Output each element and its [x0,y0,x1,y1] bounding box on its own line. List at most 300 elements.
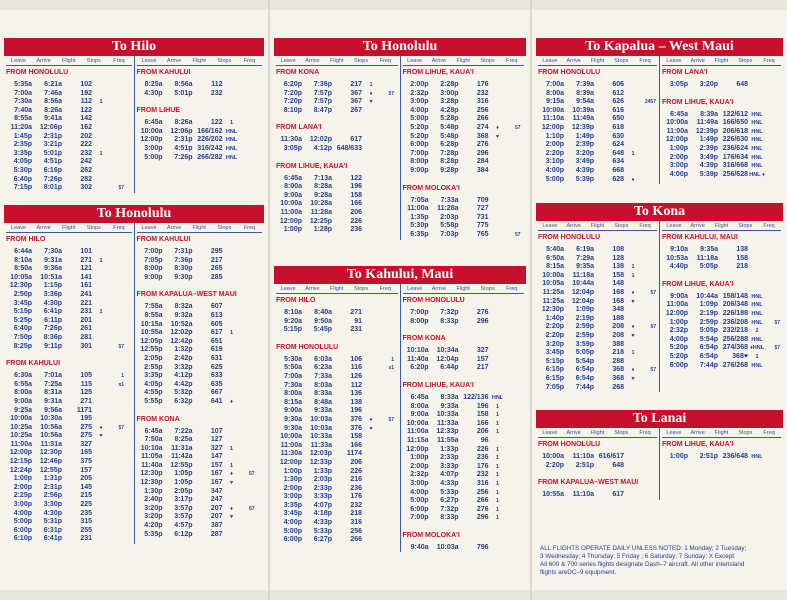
arrive-time: 2:33p [313,484,332,492]
origin-heading: FROM HONOLULU [276,343,339,351]
leave-time: 6:30a [14,372,32,380]
arrive-time: 7:46a [44,89,62,97]
header-leave: Leave [141,58,157,64]
stops [223,453,241,462]
stops [624,280,642,289]
flight-row [137,398,263,407]
flight-row [137,470,263,479]
arrive-time: 7:32p [440,309,459,316]
flight-row [137,522,263,531]
leave-time: 12:00p [665,309,688,317]
flight-row [662,344,781,353]
leave-time: 1:00p [283,467,302,475]
leave-time: 3:35p [144,372,163,380]
flight-number: 316 [476,479,489,487]
flight-row [403,514,525,523]
stops: 1 [495,472,500,479]
frequency [766,119,780,128]
stops [489,197,507,206]
flight-number: 1174 [346,450,362,458]
stops [362,175,380,184]
frequency [380,459,394,468]
leave-time: 5:00p [13,518,32,526]
frequency [380,218,394,227]
frequency [380,399,394,408]
frequency [380,81,394,90]
flight-number: 617 [210,329,223,337]
leave-time: 10:10a [140,444,163,452]
flight-number: 236/208 [722,318,748,326]
to-honolulu-section-1 [0,205,268,544]
frequency [642,107,656,116]
flight-row [538,298,657,307]
column-headers [6,56,132,66]
stops [362,326,380,335]
frequency [110,124,124,133]
arrive-time: 12:04p [571,297,594,305]
flight-row [6,282,132,291]
frequency [507,150,521,159]
flight-number: 122 [350,174,362,182]
leave-time: 1:00p [13,475,32,483]
flight-row [538,349,657,358]
frequency [766,128,780,137]
arrive-time: 3:00p [440,89,459,97]
frequency [507,167,521,176]
frequency: 57 [388,90,394,97]
stops: ♦ [631,367,635,374]
arrive-time: 6:23a [314,364,332,372]
leave-time: 5:15p [283,326,302,334]
arrive-time: 1:05p [174,479,193,487]
flight-row [276,183,398,192]
stops [223,312,241,321]
flight-row [137,274,263,283]
header-leave: Leave [11,58,27,64]
flight-row [6,90,132,99]
frequency [241,381,255,390]
schedule-column-left [536,221,659,392]
arrive-time: 5:05p [699,263,718,271]
stops [362,476,380,485]
flight-row [6,141,132,150]
arrive-time: 4:07p [440,471,459,479]
header-arrive: Arrive [431,58,447,64]
arrive-time: 3:20p [575,149,594,157]
arrive-time: 1:32p [174,346,193,354]
group-spacer [135,98,265,104]
frequency: 57 [774,345,780,352]
arrive-time: 10:39a [572,106,594,114]
frequency [241,338,255,347]
flight-row [6,449,132,458]
leave-time: 2:35p [13,141,32,149]
frequency [642,124,656,133]
flight-row [662,171,781,180]
flight-number: 284 [476,158,489,166]
flight-number: 107 [210,427,223,435]
flight-row [662,154,781,163]
frequency: 57 [650,367,656,374]
flight-row [6,535,132,544]
header-leave: Leave [280,286,296,292]
arrive-time: 11:10a [572,491,594,499]
flight-number: 1171 [76,406,92,414]
leave-time: 9:10a [670,246,688,253]
leave-time: 2:00p [545,141,564,149]
arrive-time: 7:57p [313,98,332,106]
frequency [766,81,780,90]
flight-row [276,90,398,99]
stops [223,81,241,90]
flight-number: 218 [736,263,748,271]
header-stops: Stops [738,58,753,64]
header-freq: Freq [639,58,651,64]
flight-row [403,506,525,515]
arrive-time: 7:28p [440,149,459,157]
stops [362,407,380,416]
flight-row [276,528,398,537]
flight-number: 176/634 [722,153,748,161]
flight-row [276,175,398,184]
arrive-time: 2:31p [174,136,193,144]
frequency [642,462,656,471]
header-flight: Flight [192,225,206,231]
flight-number: 166/650 [722,119,748,127]
leave-time: 6:00p [410,505,429,513]
arrive-time: 6:16p [43,166,62,174]
arrive-time: 9:50a [314,317,332,325]
flight-row [276,450,398,459]
section-title: To Kapalua – West Maui [536,38,783,56]
flight-number: 195 [80,415,92,423]
arrive-time: 9:32a [174,311,193,319]
header-leave: Leave [407,286,423,292]
flight-row [6,158,132,167]
stops: 1 [229,120,234,127]
leave-time: 2:32p [410,471,429,479]
arrive-time: 7:36p [174,256,193,264]
arrive-time: 8:25a [174,436,193,444]
origin-heading: FROM LIHUE, KAUA'I [662,441,734,448]
leave-time: 3:00p [283,493,302,501]
flight-number: 275 [80,432,92,440]
leave-time: 7:15p [13,184,32,192]
leave-time: 1:00p [410,454,429,462]
frequency [241,346,255,355]
flight-row [538,491,657,500]
flight-row [538,176,657,185]
arrive-time: 5:39p [699,170,718,178]
stops: 1 [495,412,500,419]
stops [92,415,110,424]
leave-time: 11:05a [141,453,163,461]
flight-number: 206 [350,208,362,216]
header-leave: Leave [542,58,558,64]
stops [489,81,507,90]
flight-number: 616 [612,106,624,114]
leave-time: 2:00p [283,484,302,492]
arrive-time: 6:41p [43,535,62,543]
flight-number: 121 [80,265,92,273]
frequency [507,446,521,455]
flight-row [403,81,525,90]
leave-time: 1:35p [410,213,429,221]
stops [624,167,642,176]
flight-number: 226 [350,467,362,475]
arrive-time: 2:33p [440,454,459,462]
flight-row [403,411,525,420]
stops [624,462,642,471]
frequency [110,415,124,424]
frequency [507,420,521,429]
schedule-column-left [536,56,659,184]
arrive-time: 9:31a [44,397,62,405]
flight-number: 316/242 [197,144,223,152]
arrive-time: 5:01p [43,149,62,157]
stops: HNL [751,336,763,343]
flight-row [137,136,263,145]
leave-time: 11:15a [407,436,429,444]
flight-number: 668 [612,166,624,174]
frequency [766,145,780,154]
stops [624,358,642,367]
flight-number: 285 [210,273,223,281]
flight-number: 368 [612,374,624,382]
arrive-time: 9:33a [314,407,332,415]
origin-heading: FROM LIHUE, KAUA'I [276,162,348,170]
section-title: To Hilo [4,38,264,56]
leave-time: 2:20p [545,331,564,339]
stops [223,338,241,347]
column-headers [662,428,781,438]
flight-number: 256/288 [722,335,748,343]
flight-number: 236/648 [722,453,748,460]
frequency [766,453,780,462]
flight-number: 276 [476,141,489,149]
frequency [507,506,521,515]
leave-time: 4:00p [669,335,688,343]
flight-number: 256 [476,488,489,496]
leave-time: 3:00p [144,144,163,152]
leave-time: 9:00p [144,273,163,281]
flight-number: 231 [80,308,92,316]
arrive-time: 3:33p [313,493,332,501]
arrive-time: 3:32p [174,363,193,371]
flight-row [276,416,398,425]
flight-row [403,141,525,150]
flight-row [137,381,263,390]
leave-time: 1:40p [545,314,564,322]
schedule-columns [536,428,783,500]
flight-row [137,436,263,445]
frequency [507,403,521,412]
flight-row [137,372,263,381]
stops [748,81,766,90]
leave-time: 11:25a [542,288,564,296]
arrive-time: 6:41p [43,308,62,316]
flight-number: 116 [350,364,362,372]
arrive-time: 1:31p [43,475,62,483]
stops: ♦ [99,424,103,431]
leave-time: 10:25a [10,423,32,431]
stops [624,341,642,350]
flight-row [6,398,132,407]
footnote-line: 3 Wednesday; 4 Thursday; 5 Friday ; 6 Saturday; 7 Sunday; X Except [540,553,735,560]
leave-time: 4:00p [410,488,429,496]
arrive-time: 7:44p [699,361,718,369]
leave-time: 12:05p [140,337,163,345]
arrive-time: 9:56a [44,406,62,414]
header-arrive: Arrive [305,58,320,64]
origin-heading: FROM HONOLULU [538,234,601,241]
flight-number: 375 [80,458,92,466]
leave-time: 6:00p [283,536,302,544]
stops [92,184,110,193]
flight-row [538,323,657,332]
stops [92,81,110,90]
flight-number: 158/148 [722,292,748,300]
leave-time: 5:25p [13,316,32,324]
leave-time: 3:35p [13,149,32,157]
frequency [241,145,255,154]
header-flight: Flight [192,58,206,64]
flight-row [6,257,132,266]
origin-heading: FROM LANA'I [276,124,322,132]
leave-time: 5:20p [410,132,429,140]
arrive-time: 12:04p [436,355,459,363]
column-headers [662,56,781,66]
origin-heading: FROM KONA [402,335,446,343]
flight-number: 158 [350,191,362,199]
flight-number: 176 [350,493,362,501]
flight-row [403,133,525,142]
arrive-time: 2:31p [43,483,62,491]
schedule-column-right [134,56,265,193]
flight-row [276,459,398,468]
flight-number: 168 [612,288,624,296]
leave-time: 10:00a [140,127,163,135]
frequency [110,317,124,326]
to-kapalua-section [532,38,787,184]
flight-row [6,424,132,433]
stops [223,381,241,390]
stops [223,436,241,445]
arrive-time: 11:10a [572,453,594,460]
frequency [642,141,656,150]
flight-row [137,119,263,128]
stops: 1 [495,446,500,453]
frequency [507,356,521,365]
frequency [766,246,780,255]
stops: HNL [751,454,763,460]
stops [223,257,241,266]
header-stops: Stops [217,225,232,231]
flight-number: 796 [476,543,489,551]
leave-time: 7:00a [546,81,564,88]
leave-time: 1:00p [669,453,688,460]
header-stops: Stops [354,286,369,292]
flight-number: 648 [612,149,624,157]
flight-number: 128 [612,254,624,262]
flight-row [403,197,525,206]
flight-number: 256/628 [722,170,748,178]
flight-row [403,115,525,124]
flight-row [276,468,398,477]
leave-time: 8:10a [14,256,32,264]
flight-number: 261 [80,325,92,333]
arrive-time: 7:01a [44,372,62,380]
header-flight: Flight [330,286,344,292]
frequency: 57 [650,324,656,331]
frequency [642,167,656,176]
leave-time: 12:00p [665,136,688,144]
flight-number: 368 [476,132,489,140]
frequency [241,398,255,407]
arrive-time: 7:29a [576,254,594,262]
arrive-time: 11:33a [310,441,332,449]
schedule-column-right [659,428,783,500]
leave-time: 4:00p [545,166,564,174]
leave-time: 7:00a [14,89,32,97]
stops [362,519,380,528]
flight-row [662,336,781,345]
frequency: 57 [248,471,255,478]
leave-time: 11:30a [280,136,302,144]
flight-number: 167 [210,479,223,487]
arrive-time: 4:12p [313,144,332,152]
leave-time: 12:00p [279,217,302,225]
flight-row [137,496,263,505]
leave-time: 1:30p [144,487,163,495]
stops: HNL [751,302,763,309]
flight-row [403,403,525,412]
flight-number: 266/282 [197,153,223,161]
leave-time: 11:40a [141,461,163,469]
leave-time: 12:00p [140,136,163,144]
flight-number: 276/268 [722,361,748,369]
flight-number: 166 [476,419,489,427]
header-arrive: Arrive [36,225,51,231]
to-lanai-section [532,410,787,500]
frequency [110,282,124,291]
arrive-time: 9:35a [700,246,718,253]
stops [92,167,110,176]
schedule-column-left [274,56,400,240]
flight-row [538,453,657,462]
flight-row [403,347,525,356]
stops [92,527,110,536]
frequency [642,332,656,341]
leave-time: 2:20p [545,461,564,469]
origin-heading: FROM KAHULUI, MAUI [662,234,738,241]
flight-row [403,420,525,429]
arrive-time: 10:33a [436,411,459,419]
arrive-time: 3:21p [43,141,62,149]
stops [489,544,507,553]
frequency [110,115,124,124]
flight-number: 633 [210,372,223,380]
stops [362,218,380,227]
group-spacer [401,176,527,182]
flight-row [403,124,525,133]
leave-time: 12:00p [541,123,564,131]
frequency [507,158,521,167]
flight-number: 235 [80,509,92,517]
frequency [110,274,124,283]
schedule-columns [536,221,783,392]
frequency [380,450,394,459]
